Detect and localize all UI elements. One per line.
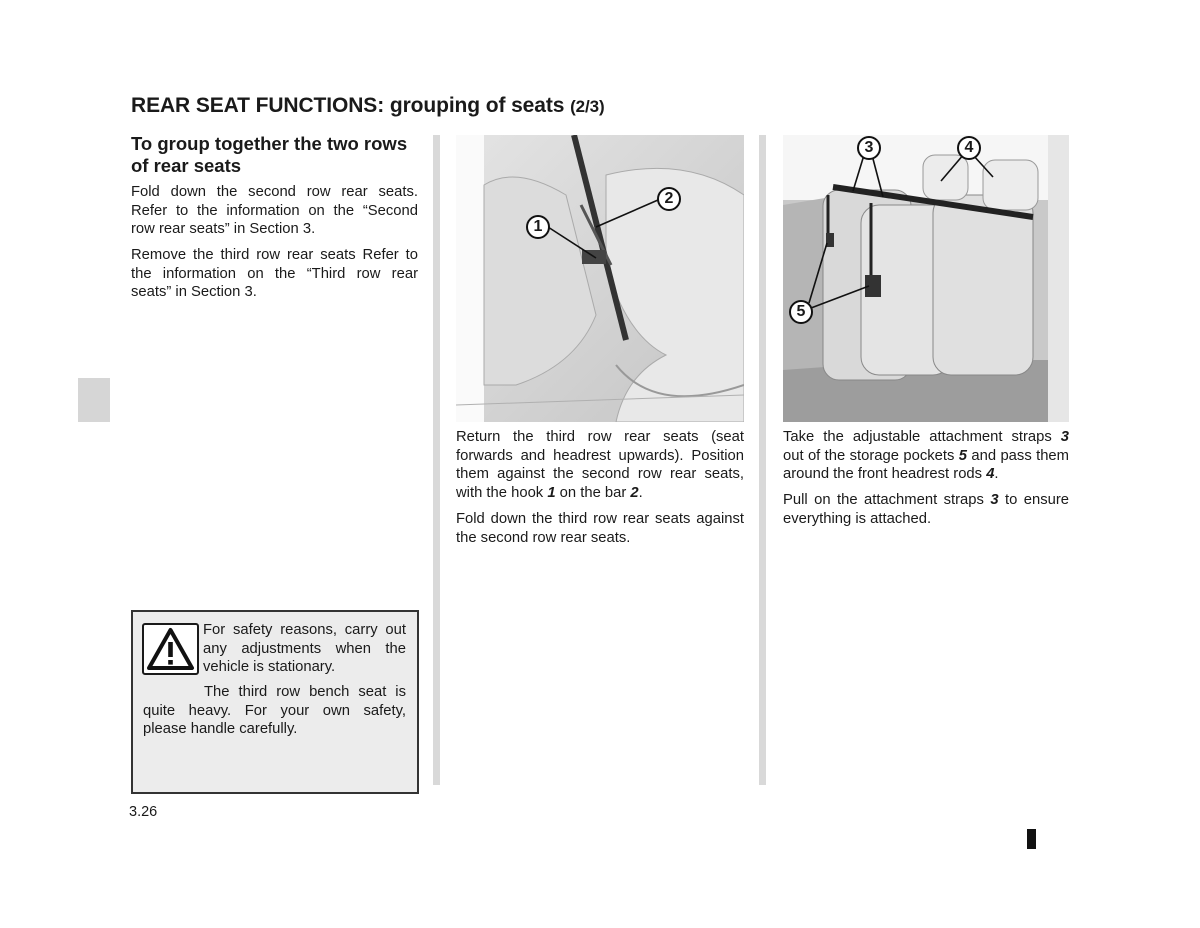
page-title-text: REAR SEAT FUNCTIONS: grouping of seats (131, 94, 565, 117)
figure-2-caption-1 (783, 428, 1069, 484)
page-number: 3.26 (129, 804, 158, 820)
callout-4: 4 (957, 136, 981, 160)
warning-box (131, 610, 419, 794)
warning-text-1: For safety reasons, carry out any adjustments when the vehicle is stationary. (203, 622, 406, 675)
caption-text: Return the third row rear seats (seat forwards and headrest upwards). Position them against the second row rear seats, with the hook (456, 429, 744, 501)
column-divider-1 (433, 135, 440, 785)
callout-2: 2 (657, 187, 681, 211)
figure-2-photo (783, 135, 1069, 422)
ref-bar: 2 (630, 484, 639, 501)
section-end-marker (1027, 829, 1036, 849)
column-divider-2 (759, 135, 766, 785)
caption-text: . (994, 466, 999, 482)
caption-text: Take the adjustable attachment straps (783, 429, 1061, 445)
figure-1-caption-1 (456, 428, 744, 502)
instruction-paragraph-2: Remove the third row rear seats Refer to the information on the “Third row rear seats” in Section 3. (131, 247, 418, 300)
caption-text: on the bar (555, 484, 631, 501)
page-title (131, 94, 605, 118)
section-thumb-tab (78, 378, 110, 422)
ref-straps: 3 (1060, 429, 1069, 445)
figure-2-caption-2 (783, 491, 1069, 528)
caption-text: Pull on the attachment straps (783, 492, 991, 508)
page-counter: (2/3) (570, 97, 605, 116)
figure-1-caption-2: Fold down the third row rear seats against the second row rear seats. (456, 511, 744, 546)
caption-text: to ensure everything is attached. (783, 492, 1069, 527)
caption-text: and pass them around the front headrest rods (783, 447, 1069, 482)
section-heading: To group together the two rows of rear seats (131, 133, 408, 176)
caption-text: . (638, 484, 643, 501)
figure-1-photo (456, 135, 744, 422)
callout-3: 3 (857, 136, 881, 160)
callout-1: 1 (526, 215, 550, 239)
warning-triangle-icon (142, 623, 199, 675)
callout-5: 5 (789, 300, 813, 324)
ref-headrest-rods: 4 (986, 466, 995, 482)
warning-text-2: The third row bench seat is quite heavy. For your own safety, please handle carefully. (143, 684, 406, 737)
instruction-paragraph-1: Fold down the second row rear seats. Refer to the information on the “Second row rear seats” in Section 3. (131, 184, 418, 237)
ref-hook: 1 (547, 484, 556, 501)
caption-text: out of the storage pockets (783, 447, 959, 464)
ref-straps: 3 (990, 492, 999, 508)
ref-pockets: 5 (958, 447, 967, 464)
